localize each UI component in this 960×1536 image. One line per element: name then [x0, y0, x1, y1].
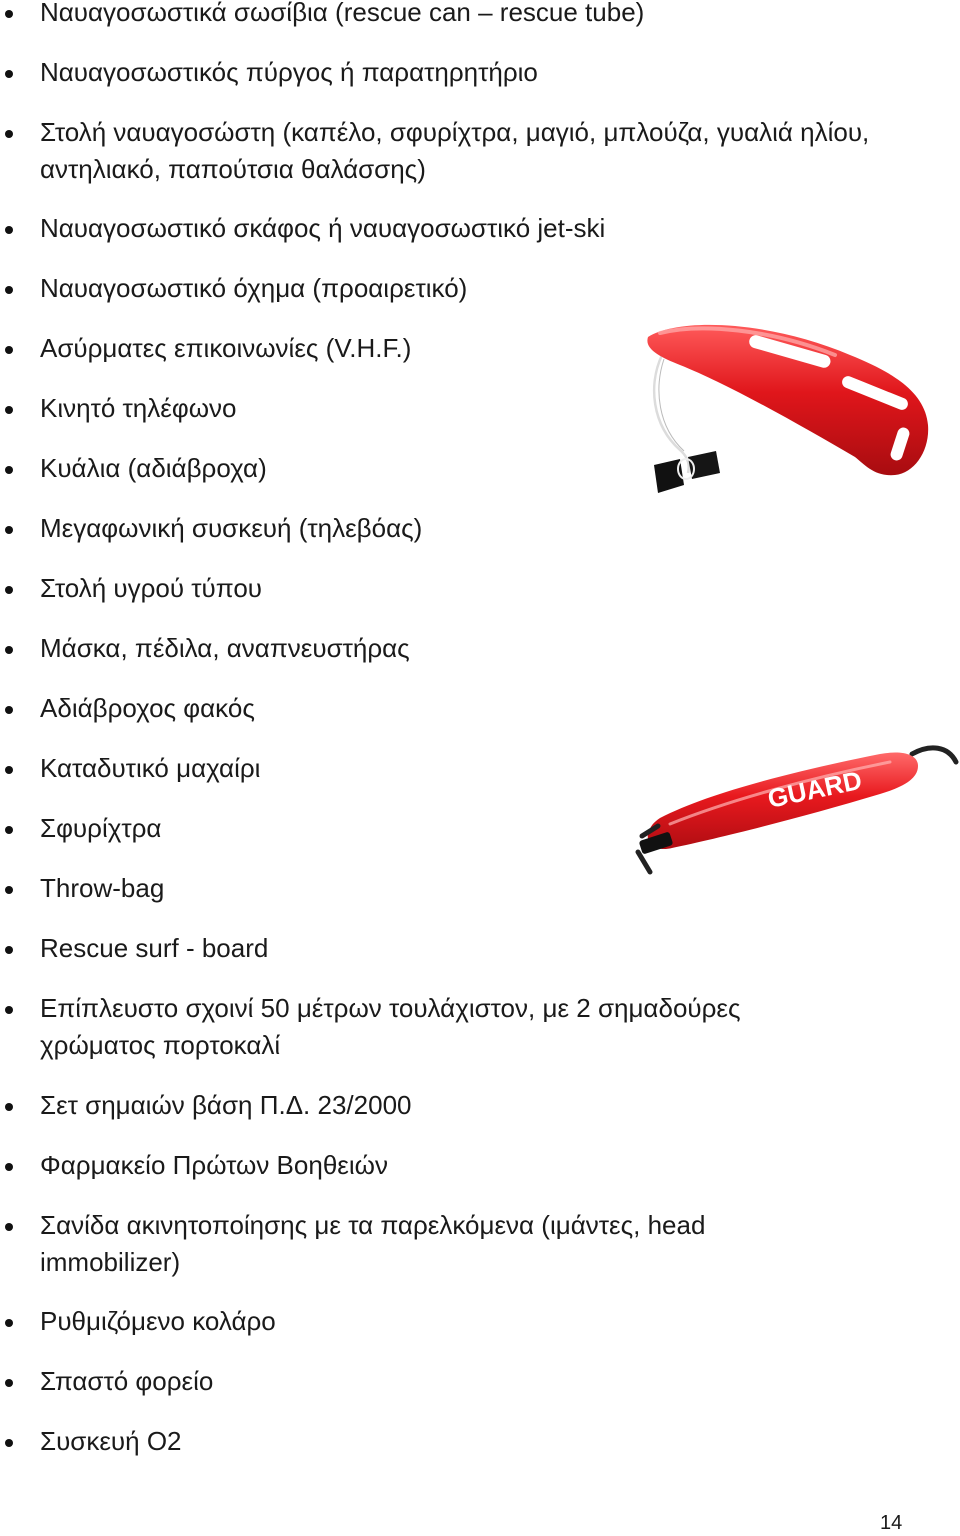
- list-item: [40, 810, 600, 847]
- rescue-tube-label: GUARD: [765, 764, 865, 814]
- bullet-icon: [5, 226, 13, 234]
- list-item-text: Επίπλευστο σχοινί 50 μέτρων τουλάχιστον, με 2 σημαδούρες χρώματος πορτοκαλί: [40, 993, 741, 1060]
- list-item: [40, 1147, 900, 1184]
- list-item: [40, 1363, 900, 1400]
- list-item: [40, 450, 600, 487]
- list-item: [40, 570, 600, 607]
- bullet-icon: [5, 1223, 13, 1231]
- rescue-can-image: [640, 315, 940, 500]
- list-item: [40, 210, 900, 247]
- list-item-text: Καταδυτικό μαχαίρι: [40, 753, 261, 783]
- rescue-tube-image: [630, 740, 960, 880]
- bullet-icon: [5, 466, 13, 474]
- bullet-icon: [5, 526, 13, 534]
- bullet-icon: [5, 706, 13, 714]
- list-item: [40, 1303, 900, 1340]
- list-item: [40, 330, 600, 367]
- list-item-text: Συσκευή Ο2: [40, 1426, 182, 1456]
- list-item: [40, 390, 600, 427]
- list-item-text: Αδιάβροχος φακός: [40, 693, 255, 723]
- list-item: [40, 270, 900, 307]
- bullet-icon: [5, 646, 13, 654]
- list-item: [40, 510, 600, 547]
- bullet-icon: [5, 946, 13, 954]
- list-item-text: Throw-bag: [40, 873, 165, 903]
- list-item: [40, 630, 600, 667]
- list-item: [40, 930, 900, 967]
- list-item-text: Στολή ναυαγοσώστη (καπέλο, σφυρίχτρα, μαγιό, μπλούζα, γυαλιά ηλίου, αντηλιακό, παπούτσια θαλάσσης): [40, 117, 870, 184]
- bullet-icon: [5, 286, 13, 294]
- bullet-icon: [5, 826, 13, 834]
- list-item-text: Σανίδα ακινητοποίησης με τα παρελκόμενα (ιμάντες, head immobilizer): [40, 1210, 706, 1277]
- list-item-text: Ρυθμιζόμενο κολάρο: [40, 1306, 276, 1336]
- list-item-text: Σφυρίχτρα: [40, 813, 162, 843]
- list-item: [40, 750, 600, 787]
- bullet-icon: [5, 1163, 13, 1171]
- list-item-text: Σπαστό φορείο: [40, 1366, 214, 1396]
- rescue-can-icon: [640, 315, 940, 500]
- list-item: [40, 114, 870, 188]
- list-item-text: Ναυαγοσωστικό σκάφος ή ναυαγοσωστικό jet-ski: [40, 213, 606, 243]
- bullet-icon: [5, 406, 13, 414]
- bullet-icon: [5, 1319, 13, 1327]
- list-item: [40, 1207, 800, 1281]
- list-item-text: Ασύρματες επικοινωνίες (V.H.F.): [40, 333, 412, 363]
- bullet-icon: [5, 1379, 13, 1387]
- list-item: [40, 690, 600, 727]
- list-item-text: Μάσκα, πέδιλα, αναπνευστήρας: [40, 633, 410, 663]
- bullet-icon: [5, 1439, 13, 1447]
- bullet-icon: [5, 1103, 13, 1111]
- bullet-icon: [5, 886, 13, 894]
- list-item-text: Κυάλια (αδιάβροχα): [40, 453, 267, 483]
- list-item: [40, 0, 900, 31]
- list-item: [40, 990, 830, 1064]
- bullet-icon: [5, 586, 13, 594]
- bullet-icon: [5, 130, 13, 138]
- bullet-icon: [5, 1006, 13, 1014]
- list-item: [40, 870, 600, 907]
- list-item-text: Στολή υγρού τύπου: [40, 573, 263, 603]
- rescue-tube-icon: [630, 740, 960, 880]
- list-item-text: Σετ σημαιών βάση Π.Δ. 23/2000: [40, 1090, 412, 1120]
- list-item-text: Ναυαγοσωστικός πύργος ή παρατηρητήριο: [40, 57, 538, 87]
- list-item: [40, 1423, 900, 1460]
- list-item-text: Ναυαγοσωστικά σωσίβια (rescue can – rescue tube): [40, 0, 645, 27]
- list-item-text: Μεγαφωνική συσκευή (τηλεβόας): [40, 513, 423, 543]
- bullet-icon: [5, 766, 13, 774]
- bullet-icon: [5, 70, 13, 78]
- list-item: [40, 54, 900, 91]
- list-item-text: Κινητό τηλέφωνο: [40, 393, 237, 423]
- list-item-text: Φαρμακείο Πρώτων Βοηθειών: [40, 1150, 388, 1180]
- bullet-icon: [5, 346, 13, 354]
- list-item-text: Ναυαγοσωστικό όχημα (προαιρετικό): [40, 273, 468, 303]
- list-item-text: Rescue surf - board: [40, 933, 269, 963]
- bullet-icon: [5, 10, 13, 18]
- list-item: [40, 1087, 900, 1124]
- page-number: 14: [880, 1512, 903, 1534]
